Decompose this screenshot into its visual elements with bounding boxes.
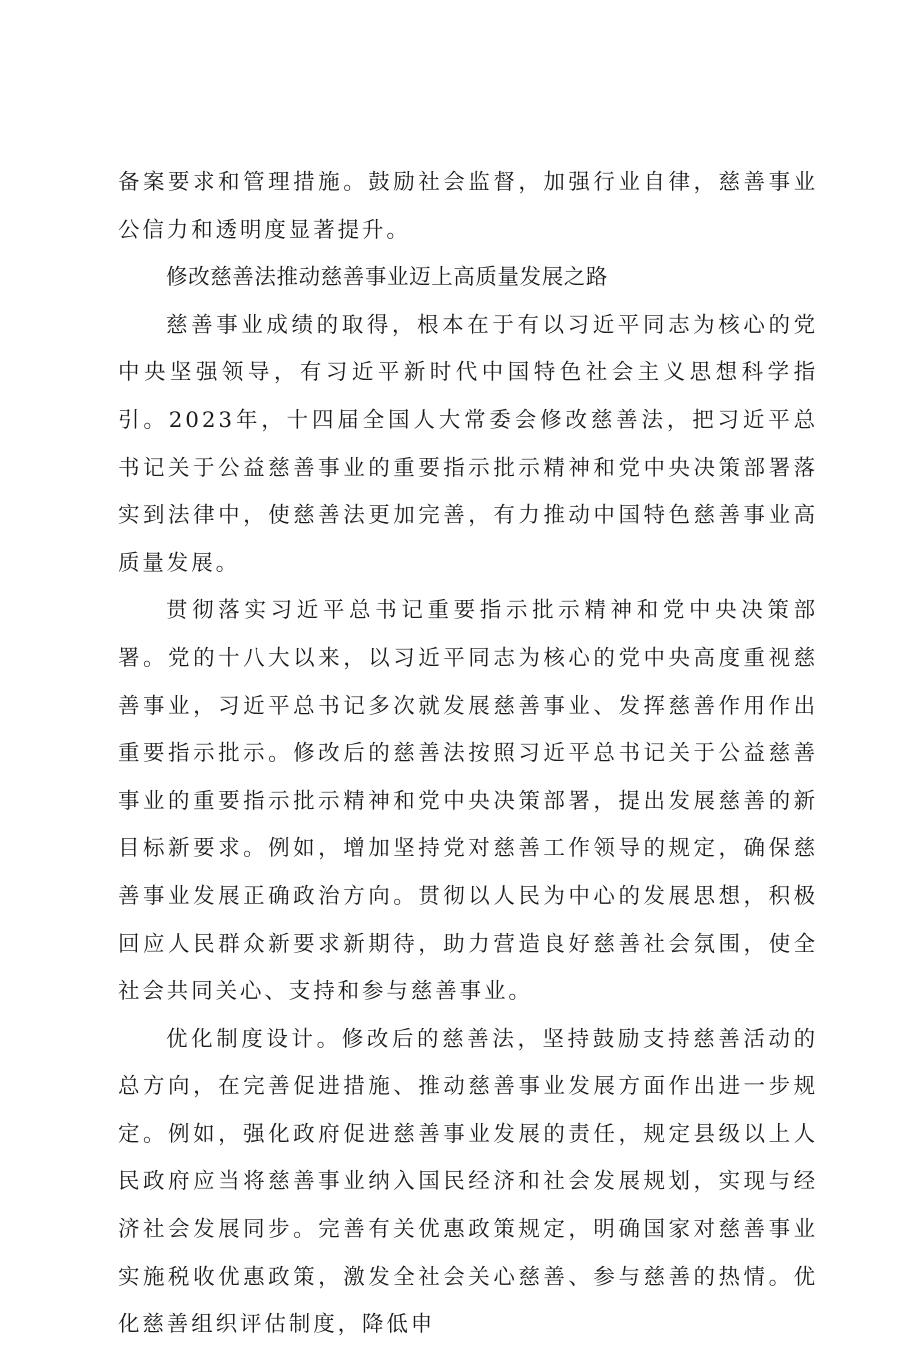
paragraph-implementation: 贯彻落实习近平总书记重要指示批示精神和党中央决策部署。党的十八大以来，以习近平同志为核心的党中央高度重视慈善事业，习近平总书记多次就发展慈善事业、发挥慈善作用作出重要指示批示。修改后的慈善法按照习近平总书记关于公益慈善事业的重要指示批示精神和党中央决策部署，提出发展慈善的新目标新要求。例如，增加坚持党对慈善工作领导的规定，确保慈善事业发展正确政治方向。贯彻以人民为中心的发展思想，积极回应人民群众新要求新期待，助力营造良好慈善社会氛围，使全社会共同关心、支持和参与慈善事业。 xyxy=(118,598,818,1005)
section-heading: 修改慈善法推动慈善事业迈上高质量发展之路 xyxy=(166,265,609,291)
paragraph-continuation: 备案要求和管理措施。鼓励社会监督，加强行业自律，慈善事业公信力和透明度显著提升。 xyxy=(118,170,818,243)
paragraph-system-design: 优化制度设计。修改后的慈善法，坚持鼓励支持慈善活动的总方向，在完善促进措施、推动慈善事业发展方面作出进一步规定。例如，强化政府促进慈善事业发展的责任，规定县级以上人民政府应当将慈善事业纳入国民经济和社会发展规划，实现与经济社会发展同步。完善有关优惠政策规定，明确国家对慈善事业实施税收优惠政策，激发全社会关心慈善、参与慈善的热情。优化慈善组织评估制度，降低申 xyxy=(118,1026,818,1338)
document-body xyxy=(118,159,818,1349)
paragraph-achievements: 慈善事业成绩的取得，根本在于有以习近平同志为核心的党中央坚强领导，有习近平新时代中国特色社会主义思想科学指引。2023年，十四届全国人大常委会修改慈善法，把习近平总书记关于公益慈善事业的重要指示批示精神和党中央决策部署落实到法律中，使慈善法更加完善，有力推动中国特色慈善事业高质量发展。 xyxy=(118,312,818,576)
